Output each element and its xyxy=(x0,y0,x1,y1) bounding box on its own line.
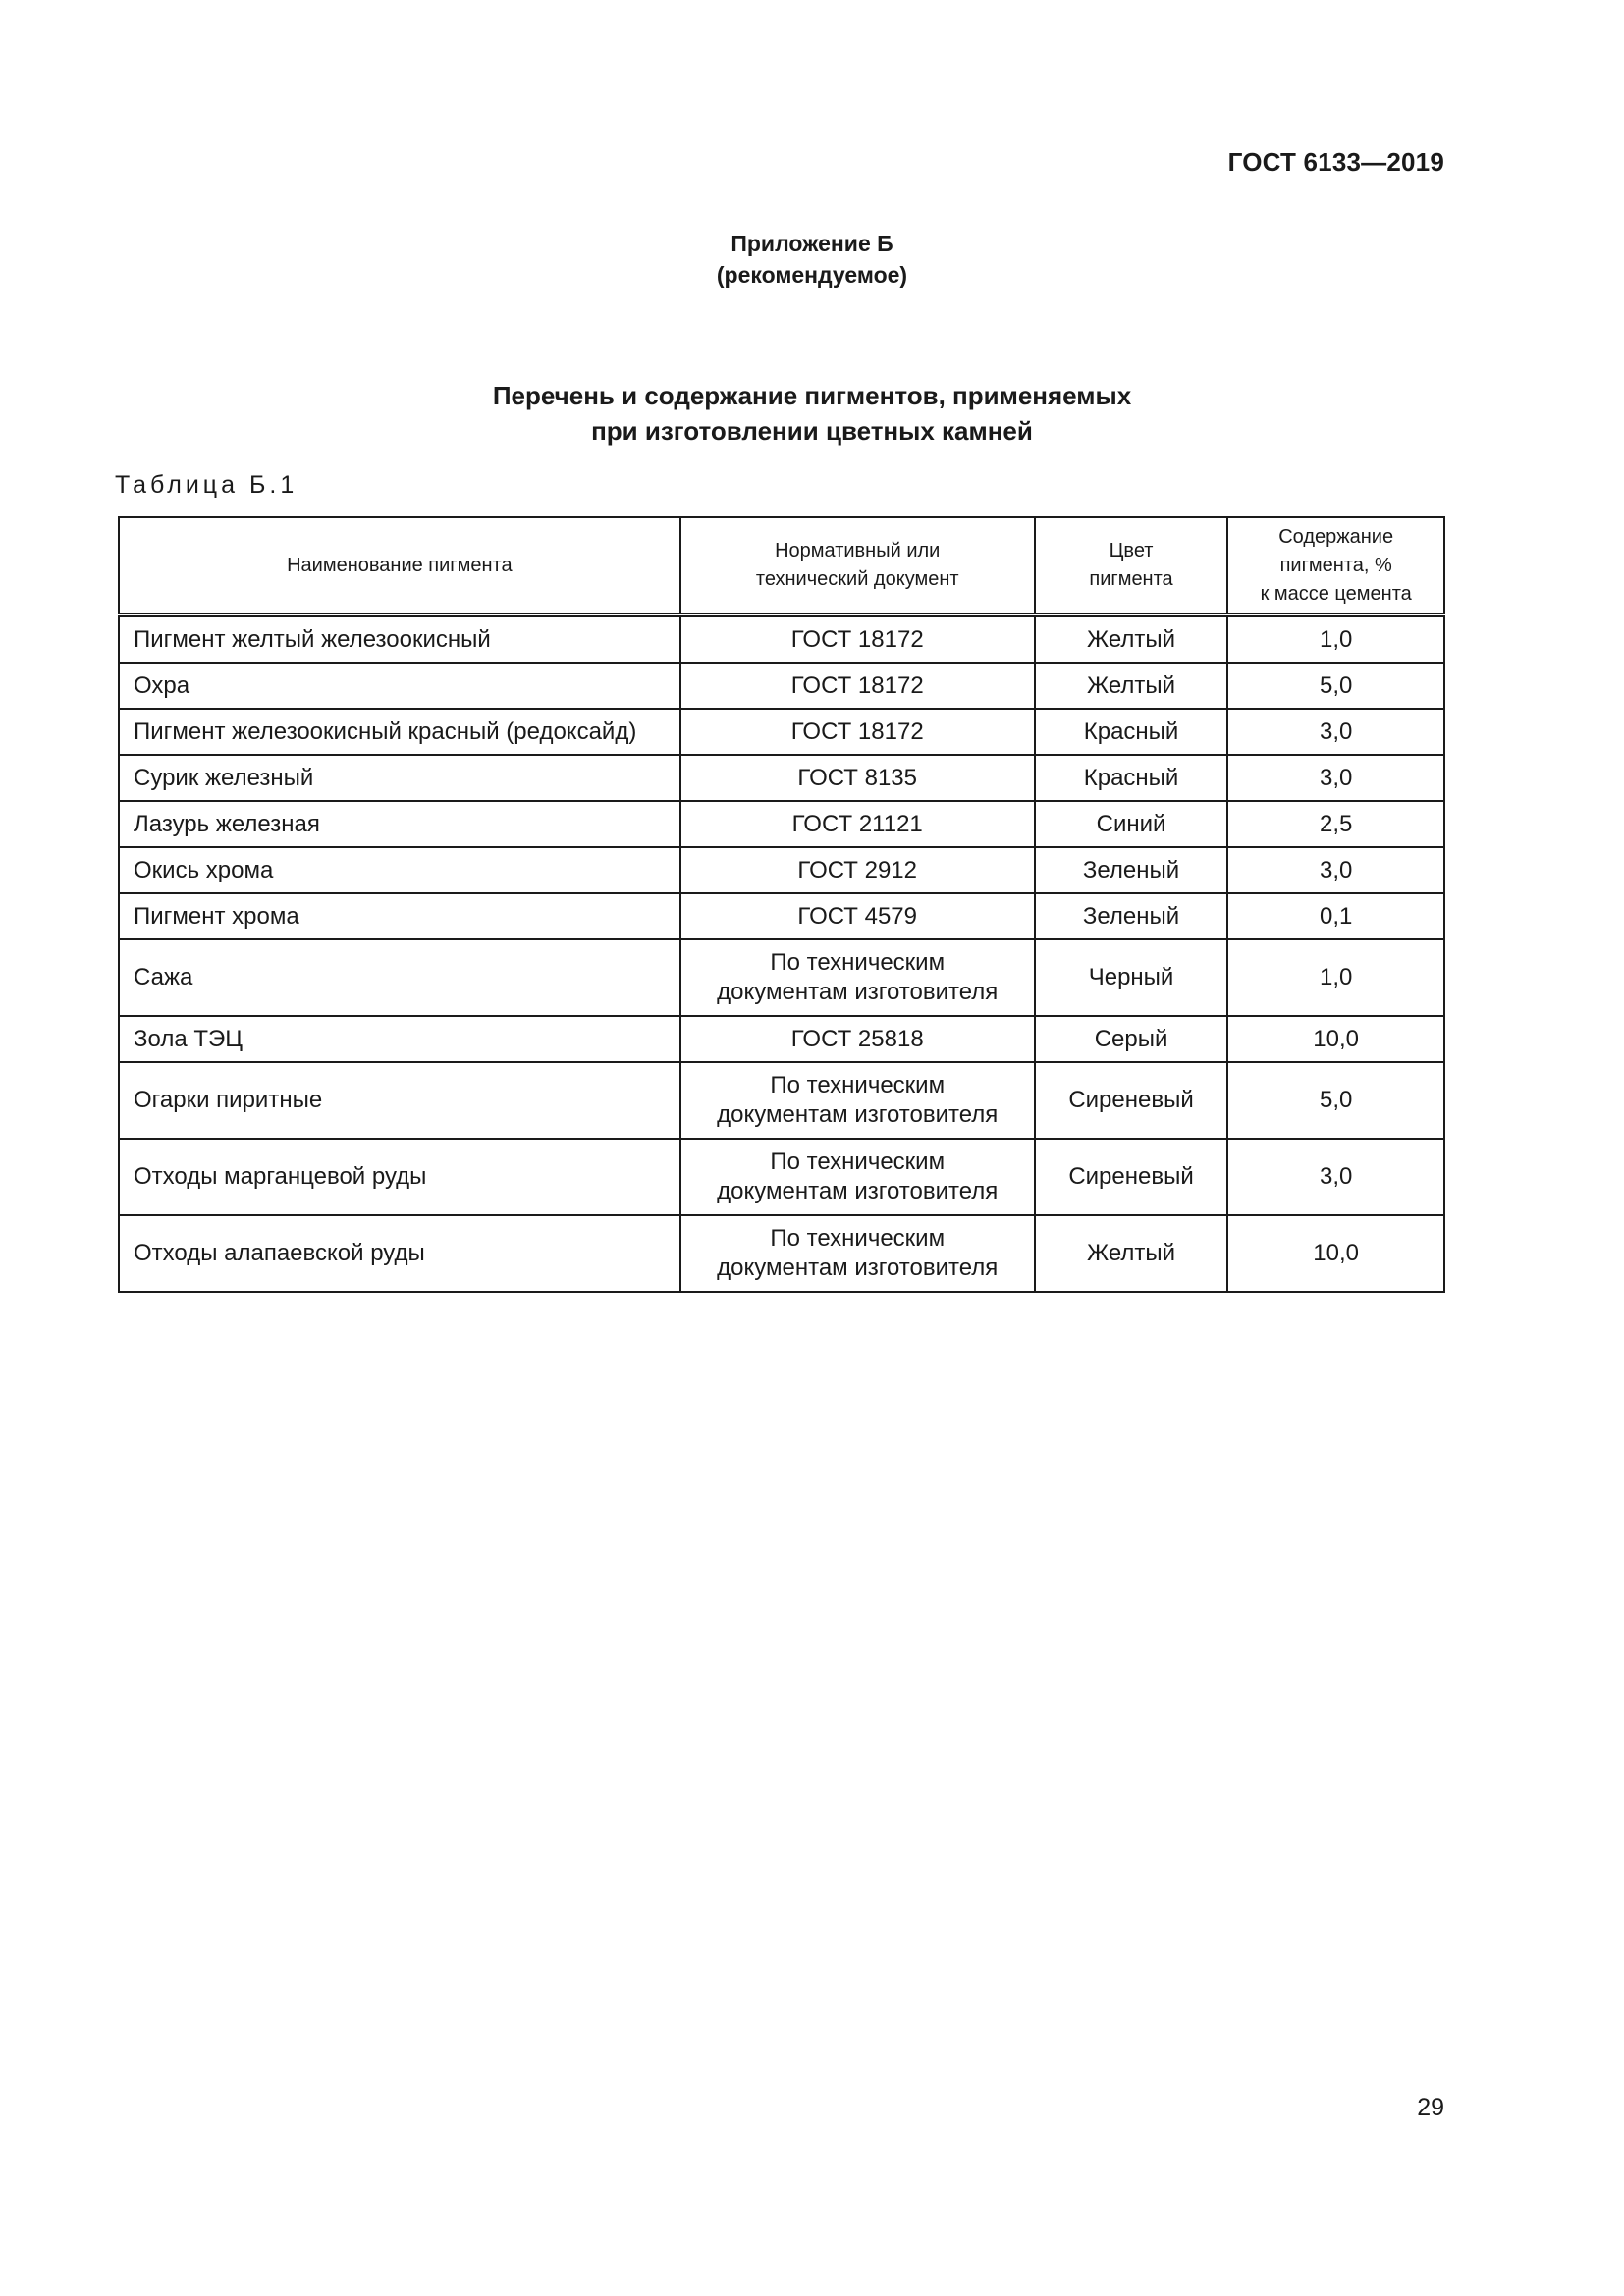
cell-doc-line-1: ГОСТ 18172 xyxy=(790,718,924,745)
cell-pigment-color: Красный xyxy=(1035,709,1228,755)
cell-normative-document xyxy=(680,939,1035,1016)
cell-pigment-color: Зеленый xyxy=(1035,847,1228,893)
document-title xyxy=(0,378,1624,449)
cell-pigment-color: Сиреневый xyxy=(1035,1139,1228,1215)
page-number: 29 xyxy=(1417,2094,1444,2121)
cell-pigment-color: Серый xyxy=(1035,1016,1228,1062)
cell-doc-line-1: ГОСТ 25818 xyxy=(790,1025,924,1052)
appendix-title: Приложение Б xyxy=(731,231,893,256)
cell-pigment-name: Зола ТЭЦ xyxy=(119,1016,680,1062)
pigments-table xyxy=(118,516,1445,1293)
cell-pigment-name: Сурик железный xyxy=(119,755,680,801)
table-row xyxy=(119,1016,1444,1062)
table-row xyxy=(119,1139,1444,1215)
cell-doc-line-2: документам изготовителя xyxy=(717,1101,999,1128)
header-content-line-3: к массе цемента xyxy=(1260,582,1412,605)
table-row xyxy=(119,755,1444,801)
cell-pigment-name: Пигмент желтый железоокисный xyxy=(119,615,680,664)
cell-pigment-color: Желтый xyxy=(1035,615,1228,664)
appendix-heading xyxy=(0,228,1624,291)
cell-pigment-name: Огарки пиритные xyxy=(119,1062,680,1139)
cell-pigment-content: 3,0 xyxy=(1227,709,1444,755)
cell-normative-document xyxy=(680,615,1035,664)
cell-doc-line-1: По техническим xyxy=(770,1148,946,1175)
header-pigment-name-text: Наименование пигмента xyxy=(287,554,513,576)
cell-pigment-color: Желтый xyxy=(1035,1215,1228,1292)
cell-normative-document xyxy=(680,847,1035,893)
header-content-line-2: пигмента, % xyxy=(1279,554,1392,576)
cell-pigment-content: 3,0 xyxy=(1227,847,1444,893)
cell-normative-document xyxy=(680,1139,1035,1215)
cell-pigment-color: Желтый xyxy=(1035,663,1228,709)
cell-pigment-content: 10,0 xyxy=(1227,1016,1444,1062)
cell-normative-document xyxy=(680,1016,1035,1062)
cell-doc-line-1: По техническим xyxy=(770,1072,946,1098)
cell-doc-line-1: ГОСТ 21121 xyxy=(791,810,923,837)
cell-pigment-color: Черный xyxy=(1035,939,1228,1016)
table-row xyxy=(119,893,1444,939)
cell-doc-line-1: ГОСТ 18172 xyxy=(790,625,924,653)
header-content-line-1: Содержание xyxy=(1278,525,1394,548)
cell-normative-document xyxy=(680,1062,1035,1139)
cell-pigment-name: Лазурь железная xyxy=(119,801,680,847)
table-body xyxy=(119,615,1444,1293)
cell-doc-line-1: По техническим xyxy=(770,1225,946,1252)
document-title-line-2: при изготовлении цветных камней xyxy=(591,416,1033,446)
header-color-line-1: Цвет xyxy=(1109,540,1154,561)
cell-pigment-color: Синий xyxy=(1035,801,1228,847)
header-color-line-2: пигмента xyxy=(1089,568,1173,590)
cell-doc-line-2: документам изготовителя xyxy=(717,979,999,1005)
cell-normative-document xyxy=(680,663,1035,709)
cell-pigment-content: 1,0 xyxy=(1227,939,1444,1016)
cell-doc-line-2: документам изготовителя xyxy=(717,1178,999,1204)
cell-normative-document xyxy=(680,1215,1035,1292)
header-pigment-content xyxy=(1227,517,1444,615)
table-row xyxy=(119,663,1444,709)
cell-pigment-content: 5,0 xyxy=(1227,1062,1444,1139)
cell-pigment-content: 2,5 xyxy=(1227,801,1444,847)
table-row xyxy=(119,615,1444,664)
cell-pigment-content: 10,0 xyxy=(1227,1215,1444,1292)
cell-pigment-content: 1,0 xyxy=(1227,615,1444,664)
cell-pigment-name: Сажа xyxy=(119,939,680,1016)
cell-pigment-name: Охра xyxy=(119,663,680,709)
cell-doc-line-1: По техническим xyxy=(770,949,946,976)
cell-pigment-color: Зеленый xyxy=(1035,893,1228,939)
cell-pigment-name: Окись хрома xyxy=(119,847,680,893)
table-row xyxy=(119,1215,1444,1292)
cell-pigment-color: Красный xyxy=(1035,755,1228,801)
cell-doc-line-1: ГОСТ 4579 xyxy=(797,902,917,930)
header-doc-line-2: технический документ xyxy=(755,568,959,590)
cell-pigment-name: Отходы марганцевой руды xyxy=(119,1139,680,1215)
document-code: ГОСТ 6133—2019 xyxy=(1227,147,1444,177)
table-row xyxy=(119,801,1444,847)
table-row xyxy=(119,1062,1444,1139)
cell-normative-document xyxy=(680,893,1035,939)
header-normative-document xyxy=(680,517,1035,615)
header-doc-line-1: Нормативный или xyxy=(775,540,941,561)
cell-pigment-content: 3,0 xyxy=(1227,755,1444,801)
cell-pigment-content: 5,0 xyxy=(1227,663,1444,709)
header-pigment-name xyxy=(119,517,680,615)
appendix-subtitle: (рекомендуемое) xyxy=(716,262,908,288)
cell-normative-document xyxy=(680,755,1035,801)
cell-pigment-name: Пигмент железоокисный красный (редоксайд) xyxy=(119,709,680,755)
cell-doc-line-1: ГОСТ 2912 xyxy=(797,856,917,883)
cell-normative-document xyxy=(680,801,1035,847)
cell-pigment-content: 3,0 xyxy=(1227,1139,1444,1215)
cell-pigment-name: Отходы алапаевской руды xyxy=(119,1215,680,1292)
cell-pigment-content: 0,1 xyxy=(1227,893,1444,939)
table-row xyxy=(119,847,1444,893)
table-row xyxy=(119,939,1444,1016)
table-caption: Таблица Б.1 xyxy=(115,471,298,499)
document-title-line-1: Перечень и содержание пигментов, применяемых xyxy=(492,381,1132,410)
table-row xyxy=(119,709,1444,755)
cell-normative-document xyxy=(680,709,1035,755)
cell-pigment-name: Пигмент хрома xyxy=(119,893,680,939)
cell-doc-line-1: ГОСТ 8135 xyxy=(797,764,917,791)
cell-doc-line-1: ГОСТ 18172 xyxy=(790,671,924,699)
cell-doc-line-2: документам изготовителя xyxy=(717,1255,999,1281)
table-header-row xyxy=(119,517,1444,615)
cell-pigment-color: Сиреневый xyxy=(1035,1062,1228,1139)
header-pigment-color xyxy=(1035,517,1228,615)
